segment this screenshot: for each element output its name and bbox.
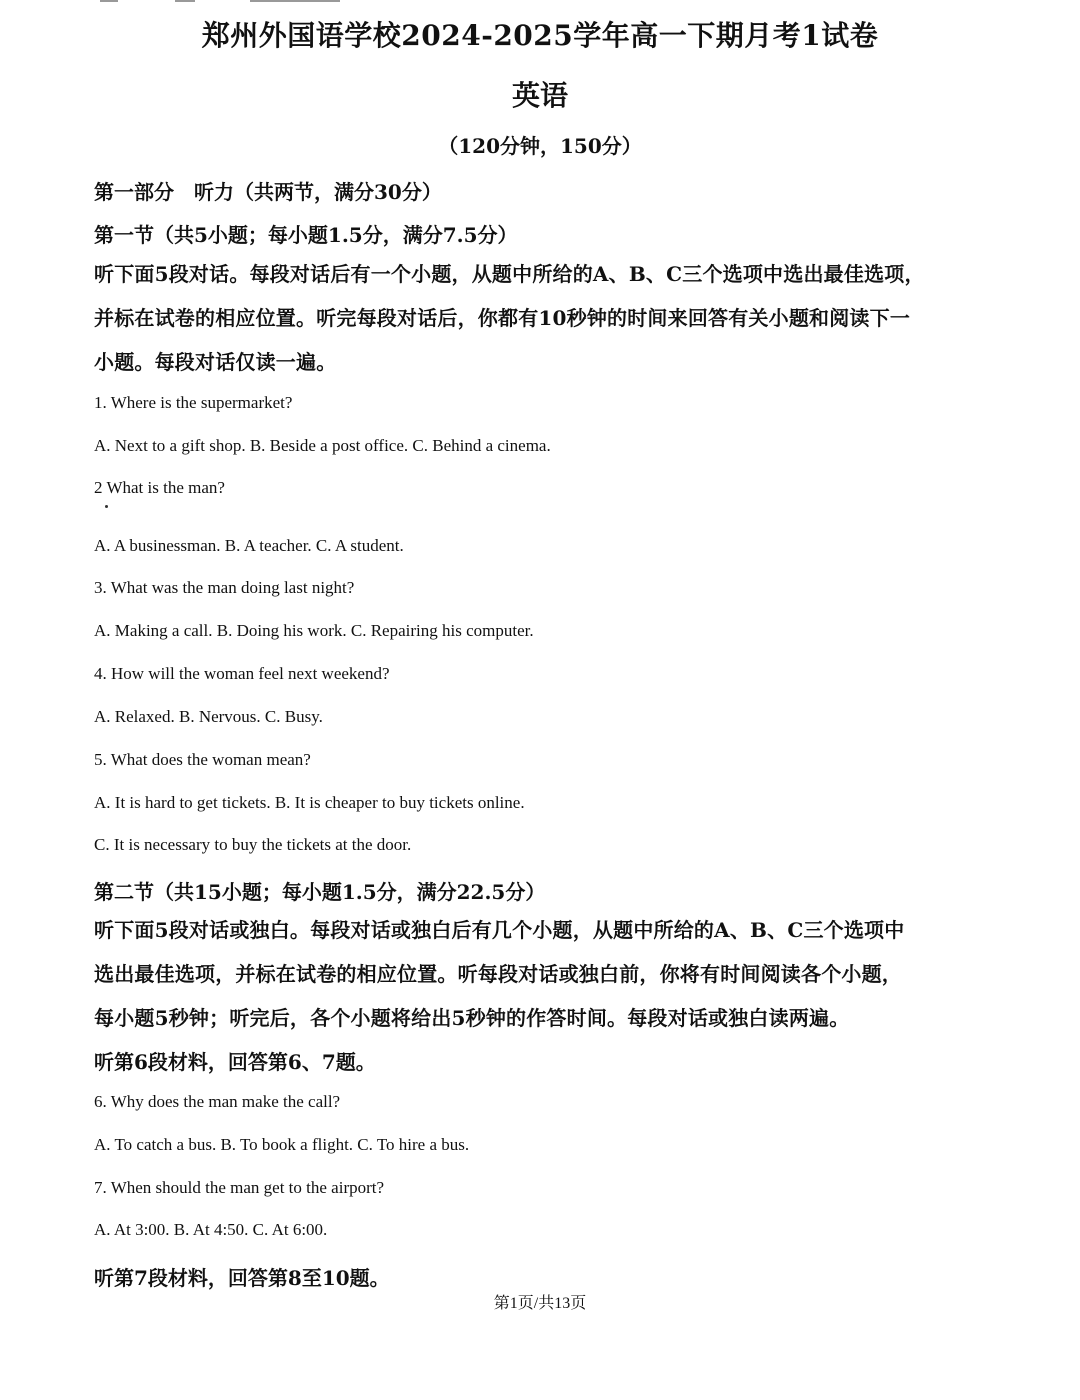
time-score: （120分钟，150分） bbox=[438, 134, 642, 158]
question-4: 4. How will the woman feel next weekend? bbox=[94, 664, 390, 683]
instruction-line: 每小题5秒钟；听完后，各个小题将给出5秒钟的作答时间。每段对话或独白读两遍。 bbox=[94, 1006, 850, 1030]
instruction-line: 听下面5段对话或独白。每段对话或独白后有几个小题，从题中所给的A、B、C三个选项中 bbox=[94, 918, 905, 942]
material-7-heading: 听第7段材料，回答第8至10题。 bbox=[94, 1266, 390, 1290]
question-2: 2 What is the man? bbox=[94, 478, 225, 497]
page-number: 第1页/共13页 bbox=[493, 1295, 587, 1312]
question-2-options: A. A businessman. B. A teacher. C. A student. bbox=[94, 536, 404, 555]
question-7-options: A. At 3:00. B. At 4:50. C. At 6:00. bbox=[94, 1220, 328, 1239]
question-5: 5. What does the woman mean? bbox=[94, 750, 311, 769]
instruction-line: 选出最佳选项，并标在试卷的相应位置。听每段对话或独白前，你将有时间阅读各个小题， bbox=[94, 962, 902, 986]
question-3-options: A. Making a call. B. Doing his work. C. Repairing his computer. bbox=[94, 621, 534, 640]
question-7: 7. When should the man get to the airport? bbox=[94, 1178, 385, 1197]
question-1-options: A. Next to a gift shop. B. Beside a post office. C. Behind a cinema. bbox=[94, 436, 551, 455]
section1-heading: 第一节（共5小题；每小题1.5分，满分7.5分） bbox=[94, 223, 518, 247]
question-4-options: A. Relaxed. B. Nervous. C. Busy. bbox=[94, 707, 323, 726]
material-6-heading: 听第6段材料，回答第6、7题。 bbox=[94, 1050, 376, 1074]
exam-title: 郑州外国语学校2024-2025学年高一下期月考1试卷 bbox=[201, 19, 879, 52]
question-1: 1. Where is the supermarket? bbox=[94, 393, 293, 412]
scan-artifact bbox=[250, 0, 340, 2]
subject-title: 英语 bbox=[511, 79, 568, 112]
question-6-options: A. To catch a bus. B. To book a flight. C. To hire a bus. bbox=[94, 1135, 470, 1154]
part1-heading: 第一部分 听力（共两节，满分30分） bbox=[94, 180, 442, 204]
section1-instructions bbox=[94, 252, 994, 384]
section2-heading: 第二节（共15小题；每小题1.5分，满分22.5分） bbox=[94, 880, 546, 904]
question-3: 3. What was the man doing last night? bbox=[94, 578, 355, 597]
scan-artifact bbox=[175, 0, 195, 2]
instruction-line: 小题。每段对话仅读一遍。 bbox=[94, 350, 337, 374]
section2-instructions bbox=[94, 908, 994, 1040]
instruction-line: 并标在试卷的相应位置。听完每段对话后，你都有10秒钟的时间来回答有关小题和阅读下一 bbox=[94, 306, 911, 330]
question-6: 6. Why does the man make the call? bbox=[94, 1092, 341, 1111]
question-5-options-2: C. It is necessary to buy the tickets at the door. bbox=[94, 835, 412, 854]
scan-artifact bbox=[100, 0, 118, 2]
scan-dot bbox=[105, 505, 108, 508]
question-5-options: A. It is hard to get tickets. B. It is cheaper to buy tickets online. bbox=[94, 793, 525, 812]
instruction-line: 听下面5段对话。每段对话后有一个小题，从题中所给的A、B、C三个选项中选出最佳选项， bbox=[94, 262, 925, 286]
